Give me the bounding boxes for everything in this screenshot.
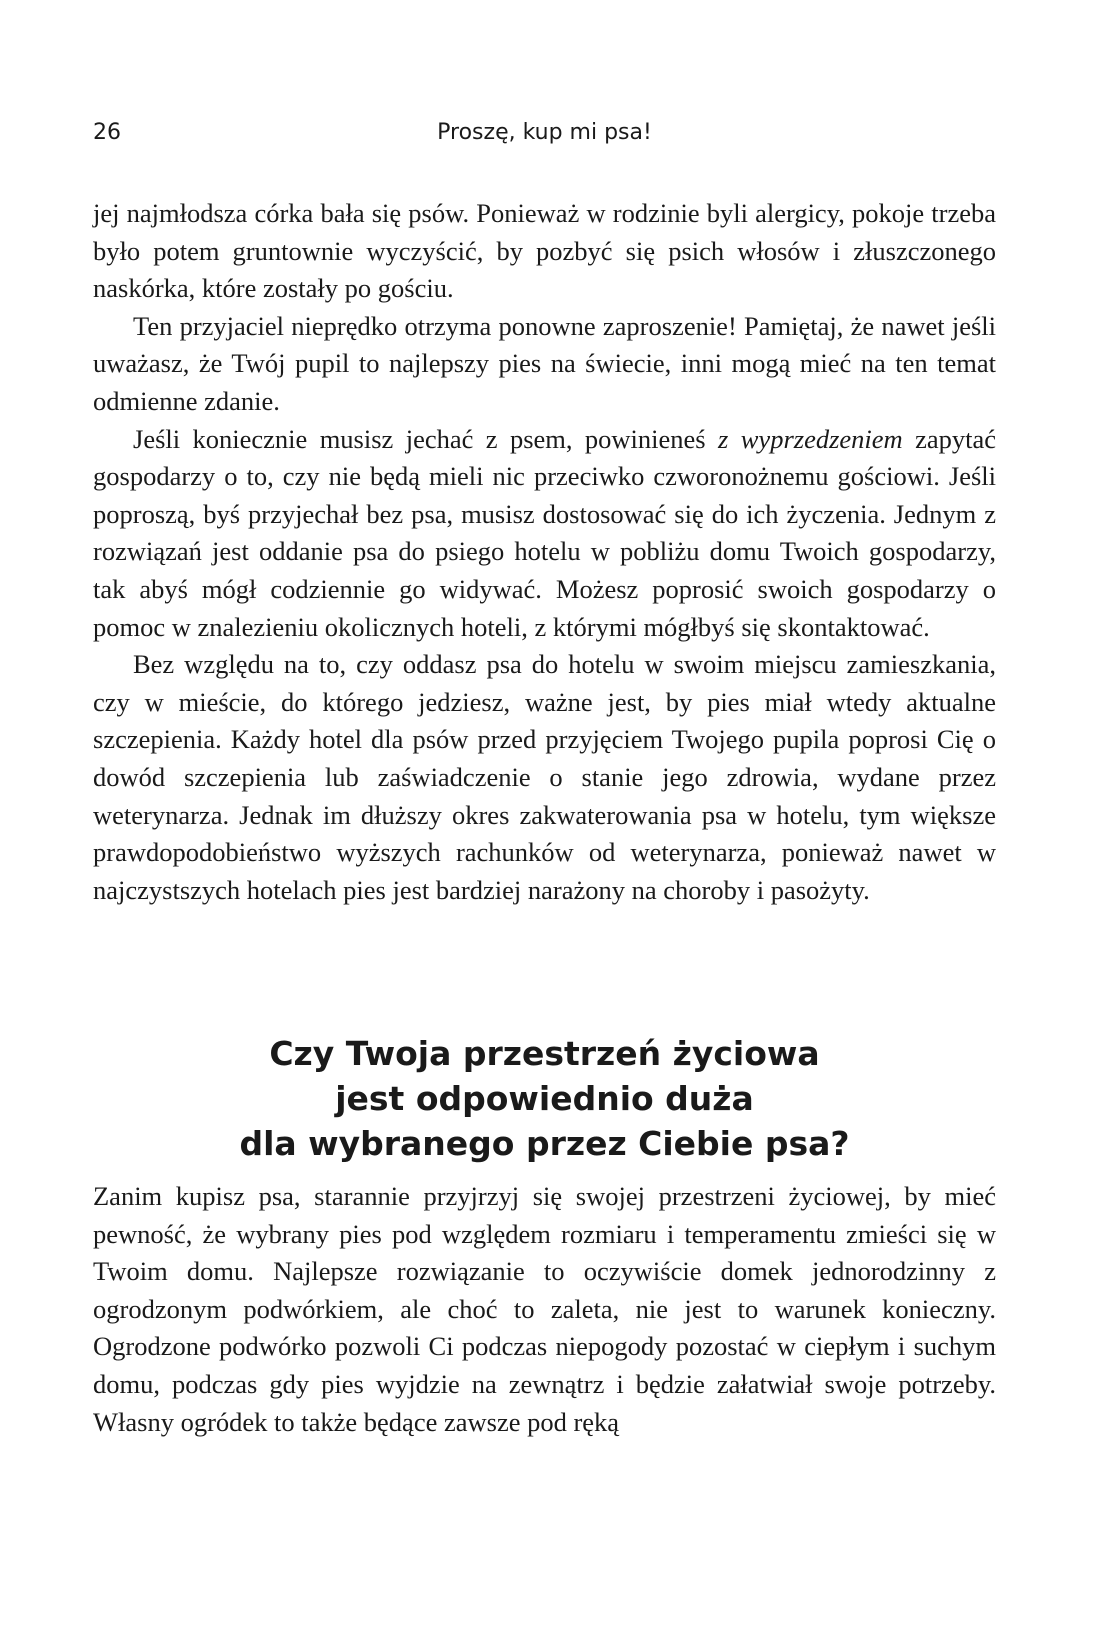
paragraph: Bez względu na to, czy oddasz psa do hotelu w swoim miejscu zamieszkania, czy w mieście, do którego jedziesz, ważne jest, by pies miał wtedy aktualne szczepienia. Każdy hotel dla psów przed przyjęciem Twojego pupila poprosi Cię o dowód szczepienia lub zaświadczenie o stanie jego zdrowia, wydane przez weterynarza. Jednak im dłuższy okres zakwaterowania psa w hotelu, tym większe prawdopodobieństwo wyższych rachunków od weterynarza, ponieważ nawet w najczystszych hotelach pies jest bardziej narażony na choroby i pasożyty. <box>93 649 996 905</box>
section-paragraph: Zanim kupisz psa, starannie przyjrzyj się swojej przestrzeni życiowej, by mieć pewność, że wybrany pies pod względem rozmiaru i temperamentu zmieści się w Twoim domu. Najlepsze rozwiązanie to oczywiście domek jednorodzinny z ogrodzonym podwórkiem, ale choć to zaleta, nie jest to warunek konieczny. Ogrodzone podwórko pozwoli Ci podczas niepogody pozostać w ciepłym i suchym domu, podczas gdy pies wyjdzie na zewnątrz i będzie załatwiał swoje potrzeby. Własny ogródek to także będące zawsze pod ręką <box>93 1181 996 1437</box>
paragraph: Ten przyjaciel nieprędko otrzyma ponowne zaproszenie! Pamiętaj, że nawet jeśli uważasz, że Twój pupil to najlepszy pies na świecie, inni mogą mieć na ten temat odmienne zdanie. <box>93 310 996 416</box>
running-head <box>93 118 996 148</box>
section-heading-line: Czy Twoja przestrzeń życiowa <box>269 1034 820 1073</box>
section-heading-line: jest odpowiednio duża <box>335 1079 754 1118</box>
paragraph-with-emphasis <box>93 421 996 647</box>
paragraph-continuation: jej najmłodsza córka bała się psów. Ponieważ w rodzinie byli alergicy, pokoje trzeba było potem gruntownie wyczyścić, by pozbyć się psich włosów i złuszczonego naskórka, które zostały po gościu. <box>93 198 996 304</box>
paragraph-text: zapytać gospodarzy o to, czy nie będą mieli nic przeciwko czworonożnemu gościowi. Jeśli poproszą, byś przyjechał bez psa, musisz dostosować się do ich życzenia. Jednym z rozwiązań jest oddanie psa do psiego hotelu w pobliżu domu Twoich gospodarzy, tak abyś mógł codziennie go widywać. Możesz poprosić swoich gospodarzy o pomoc w znalezieniu okolicznych hoteli, z którymi mógłbyś się skontaktować. <box>93 423 996 642</box>
page-number: 26 <box>93 120 121 145</box>
running-title: Proszę, kup mi psa! <box>437 120 652 145</box>
section-heading-line: dla wybranego przez Ciebie psa? <box>239 1124 850 1163</box>
section-body-text <box>93 1178 996 1441</box>
body-text-block <box>93 195 996 909</box>
emphasis-text: z wyprzedzeniem <box>718 423 903 454</box>
section-heading <box>93 1031 996 1166</box>
paragraph-text: Jeśli koniecznie musisz jechać z psem, powinieneś <box>133 423 719 454</box>
